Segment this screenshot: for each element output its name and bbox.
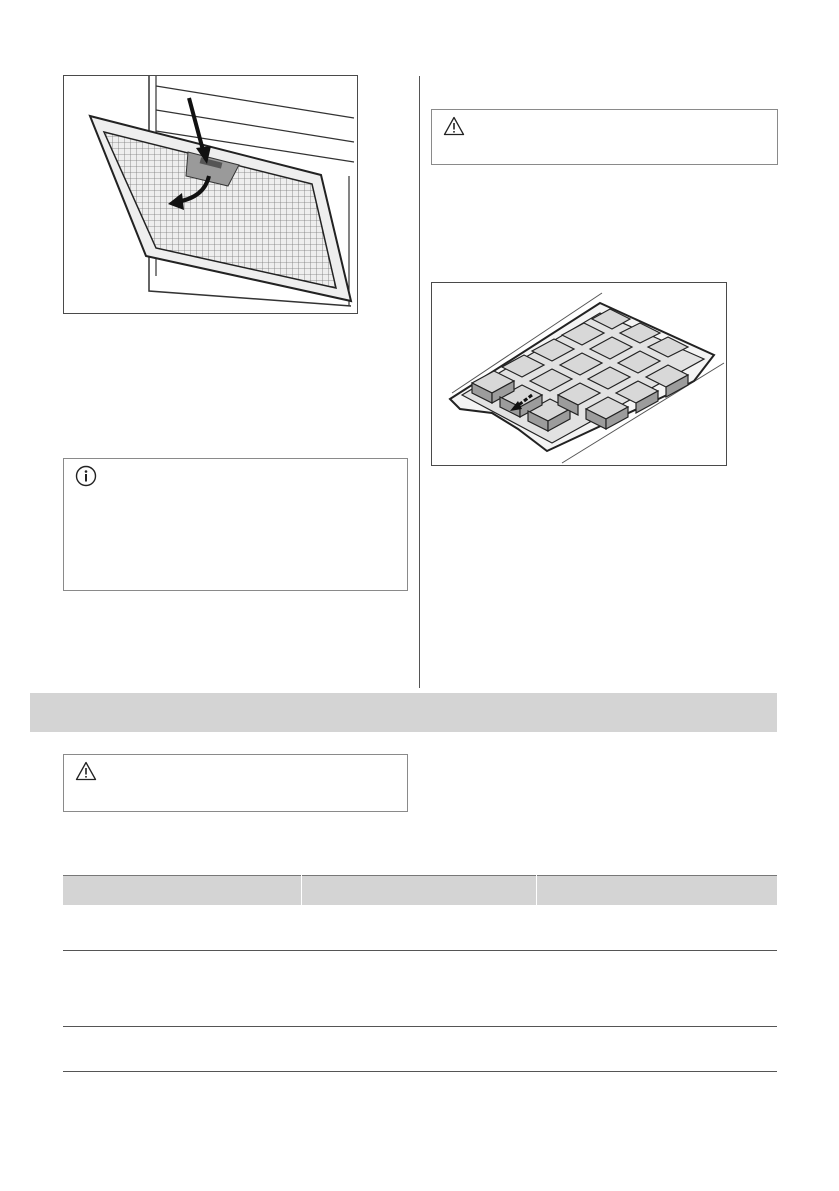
table-cell bbox=[537, 905, 778, 950]
table-cell bbox=[537, 950, 778, 1026]
warning-triangle-icon bbox=[75, 761, 97, 781]
grease-filter-illustration bbox=[64, 76, 357, 313]
table-header-cell bbox=[537, 876, 778, 906]
table-header-cell bbox=[302, 876, 537, 906]
table-cell bbox=[63, 950, 302, 1026]
troubleshooting-table bbox=[63, 875, 777, 1072]
warning-notice bbox=[431, 109, 778, 165]
carbon-filter-illustration bbox=[432, 283, 726, 465]
table-cell bbox=[63, 1026, 302, 1071]
info-circle-icon bbox=[75, 465, 97, 487]
warning-notice bbox=[63, 754, 408, 812]
table-row bbox=[63, 1026, 777, 1071]
table-row bbox=[63, 950, 777, 1026]
table-cell bbox=[302, 905, 537, 950]
table-cell bbox=[302, 1026, 537, 1071]
warning-triangle-icon bbox=[443, 116, 465, 136]
table-cell bbox=[63, 905, 302, 950]
table-cell bbox=[537, 1026, 778, 1071]
table-row bbox=[63, 905, 777, 950]
grease-filter-figure bbox=[63, 75, 358, 314]
column-divider bbox=[419, 76, 420, 688]
carbon-filter-figure bbox=[431, 282, 727, 466]
table-header-row bbox=[63, 876, 777, 906]
section-header-band bbox=[30, 693, 777, 732]
table-cell bbox=[302, 950, 537, 1026]
table-header-cell bbox=[63, 876, 302, 906]
info-notice bbox=[63, 458, 408, 591]
